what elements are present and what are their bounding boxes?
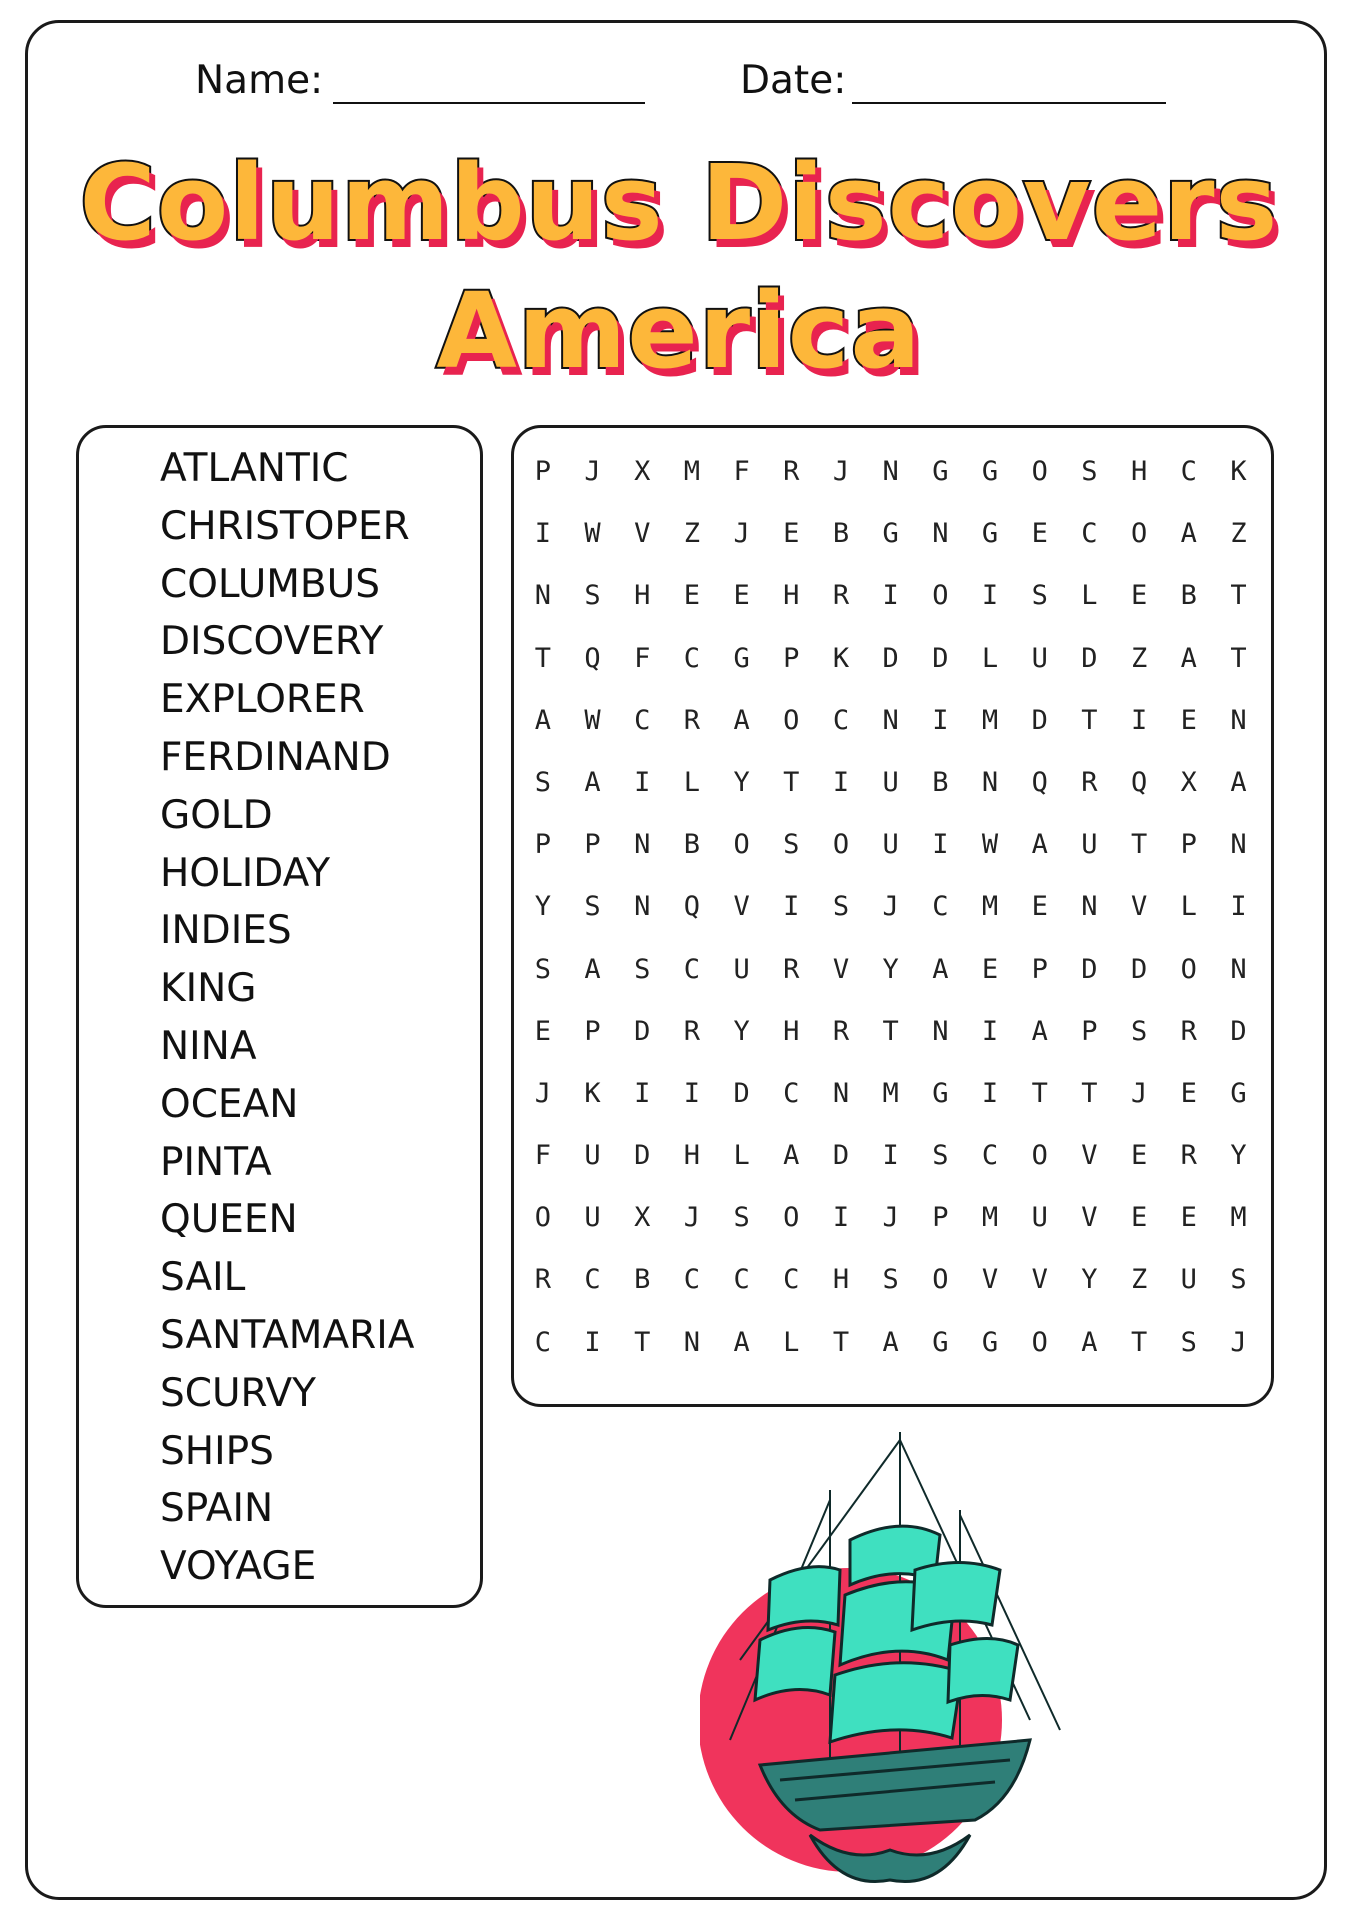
grid-letter[interactable]: U xyxy=(1180,1264,1197,1296)
grid-letter[interactable]: Y xyxy=(1230,1140,1247,1172)
grid-letter[interactable]: H xyxy=(783,580,800,612)
page-title-line-2: America xyxy=(436,270,922,392)
grid-letter[interactable]: Q xyxy=(683,891,701,923)
word-list-item: EXPLORER xyxy=(160,677,365,723)
grid-letter[interactable]: C xyxy=(584,1264,601,1296)
grid-letter[interactable]: O xyxy=(783,704,800,736)
grid-letter[interactable]: I xyxy=(584,1326,601,1358)
grid-letter[interactable]: H xyxy=(1130,456,1148,487)
grid-letter[interactable]: V xyxy=(1031,1264,1048,1296)
grid-letter[interactable]: R xyxy=(1081,766,1098,798)
grid-letter[interactable]: N xyxy=(1230,829,1247,861)
grid-letter[interactable]: Q xyxy=(1031,766,1048,798)
grid-letter[interactable]: P xyxy=(534,829,551,861)
grid-letter[interactable]: M xyxy=(1230,1202,1247,1234)
word-list xyxy=(160,440,414,1596)
grid-letter[interactable]: I xyxy=(882,580,899,612)
grid-letter[interactable]: U xyxy=(584,1202,601,1234)
grid-letter[interactable]: U xyxy=(1081,829,1098,861)
grid-letter[interactable]: I xyxy=(534,518,551,550)
grid-letter[interactable]: A xyxy=(1081,1326,1098,1358)
grid-letter[interactable]: J xyxy=(534,1077,551,1109)
grid-letter[interactable]: B xyxy=(832,518,850,550)
grid-letter[interactable]: O xyxy=(1031,1140,1048,1172)
grid-letter[interactable]: J xyxy=(733,518,750,550)
grid-letter[interactable]: M xyxy=(981,1202,999,1234)
grid-letter[interactable]: R xyxy=(534,1264,551,1296)
grid-letter[interactable]: J xyxy=(1230,1326,1247,1358)
grid-letter[interactable]: R xyxy=(832,1015,850,1047)
grid-letter[interactable]: L xyxy=(783,1326,800,1358)
grid-letter[interactable]: B xyxy=(683,829,701,861)
grid-letter[interactable]: C xyxy=(534,1326,551,1358)
grid-letter[interactable]: H xyxy=(832,1264,850,1296)
grid-letter[interactable]: S xyxy=(1130,1015,1148,1047)
grid-letter[interactable]: C xyxy=(1180,456,1197,487)
grid-letter[interactable]: Z xyxy=(1130,642,1148,674)
grid-letter[interactable]: Q xyxy=(584,642,601,674)
grid-letter[interactable]: P xyxy=(1081,1015,1098,1047)
grid-letter[interactable]: U xyxy=(733,953,750,985)
grid-letter[interactable]: S xyxy=(932,1140,949,1172)
grid-letter[interactable]: D xyxy=(1031,704,1048,736)
grid-letter[interactable]: D xyxy=(882,642,899,674)
grid-letter[interactable]: I xyxy=(981,1015,999,1047)
grid-letter[interactable]: J xyxy=(882,891,899,923)
grid-letter[interactable]: M xyxy=(981,704,999,736)
grid-letter[interactable]: T xyxy=(1130,1326,1148,1358)
grid-letter[interactable]: I xyxy=(832,1202,850,1234)
grid-letter[interactable]: H xyxy=(634,580,651,612)
grid-letter[interactable]: E xyxy=(1180,704,1197,736)
grid-letter[interactable]: A xyxy=(1031,829,1048,861)
grid-letter[interactable]: U xyxy=(1031,642,1048,674)
grid-letter[interactable]: I xyxy=(783,891,800,923)
grid-letter[interactable]: E xyxy=(683,580,701,612)
grid-letter[interactable]: J xyxy=(1130,1077,1148,1109)
grid-letter[interactable]: S xyxy=(584,891,601,923)
grid-letter[interactable]: I xyxy=(634,1077,651,1109)
grid-letter[interactable]: X xyxy=(1180,766,1197,798)
grid-letter[interactable]: B xyxy=(932,766,949,798)
grid-letter[interactable]: D xyxy=(1130,953,1148,985)
grid-letter[interactable]: C xyxy=(634,704,651,736)
word-list-item: SANTAMARIA xyxy=(160,1312,415,1358)
grid-letter[interactable]: A xyxy=(882,1326,899,1358)
grid-letter[interactable]: P xyxy=(534,456,551,487)
grid-letter[interactable]: L xyxy=(981,642,999,674)
grid-letter[interactable]: N xyxy=(882,456,899,487)
grid-letter[interactable]: I xyxy=(683,1077,701,1109)
grid-letter[interactable]: U xyxy=(882,766,899,798)
grid-letter[interactable]: S xyxy=(832,891,850,923)
grid-letter[interactable]: I xyxy=(1130,704,1148,736)
grid-letter[interactable]: K xyxy=(1230,456,1247,487)
grid-letter[interactable]: G xyxy=(932,1326,949,1358)
grid-letter[interactable]: N xyxy=(1081,891,1098,923)
grid-letter[interactable]: P xyxy=(584,1015,601,1047)
grid-letter[interactable]: A xyxy=(1180,642,1197,674)
grid-letter[interactable]: Y xyxy=(534,891,551,923)
grid-letter[interactable]: O xyxy=(1031,456,1048,487)
grid-letter[interactable]: P xyxy=(584,829,601,861)
name-label: Name: xyxy=(195,58,324,103)
grid-letter[interactable]: J xyxy=(832,456,850,487)
word-list-item: QUEEN xyxy=(160,1197,298,1243)
grid-letter[interactable]: V xyxy=(1081,1140,1098,1172)
grid-letter[interactable]: V xyxy=(832,953,850,985)
grid-letter[interactable]: O xyxy=(1130,518,1148,550)
grid-letter[interactable]: T xyxy=(1130,829,1148,861)
grid-letter[interactable]: R xyxy=(683,1015,701,1047)
grid-letter[interactable]: D xyxy=(634,1140,651,1172)
grid-letter[interactable]: C xyxy=(1081,518,1098,550)
grid-letter[interactable]: U xyxy=(584,1140,601,1172)
grid-letter[interactable]: S xyxy=(882,1264,899,1296)
grid-letter[interactable]: V xyxy=(733,891,750,923)
grid-letter[interactable]: D xyxy=(1081,953,1098,985)
grid-letter[interactable]: F xyxy=(733,456,750,487)
grid-letter[interactable]: V xyxy=(1081,1202,1098,1234)
grid-letter[interactable]: D xyxy=(1230,1015,1247,1047)
grid-letter[interactable]: G xyxy=(981,1326,999,1358)
grid-letter[interactable]: N xyxy=(1230,953,1247,985)
grid-letter[interactable]: U xyxy=(882,829,899,861)
grid-letter[interactable]: C xyxy=(783,1077,800,1109)
grid-letter[interactable]: Z xyxy=(1130,1264,1148,1296)
grid-letter[interactable]: O xyxy=(534,1202,551,1234)
word-list-item: NINA xyxy=(160,1023,257,1069)
word-list-item: GOLD xyxy=(160,792,273,838)
grid-letter[interactable]: O xyxy=(1180,953,1197,985)
grid-letter[interactable]: T xyxy=(832,1326,850,1358)
grid-letter[interactable]: A xyxy=(1230,766,1247,798)
grid-letter[interactable]: O xyxy=(932,580,949,612)
grid-letter[interactable]: W xyxy=(981,829,999,861)
date-blank-line[interactable] xyxy=(852,102,1166,104)
grid-letter[interactable]: M xyxy=(882,1077,899,1109)
date-label: Date: xyxy=(740,58,847,103)
grid-letter[interactable]: V xyxy=(981,1264,999,1296)
grid-letter[interactable]: I xyxy=(882,1140,899,1172)
grid-letter[interactable]: E xyxy=(1031,518,1048,550)
grid-letter[interactable]: C xyxy=(981,1140,999,1172)
grid-letter[interactable]: D xyxy=(634,1015,651,1047)
grid-letter[interactable]: O xyxy=(1031,1326,1048,1358)
word-list-item: SPAIN xyxy=(160,1486,274,1532)
grid-letter[interactable]: A xyxy=(733,704,750,736)
grid-letter[interactable]: N xyxy=(932,518,949,550)
grid-letter[interactable]: P xyxy=(932,1202,949,1234)
grid-letter[interactable]: V xyxy=(634,518,651,550)
grid-letter[interactable]: S xyxy=(1180,1326,1197,1358)
grid-letter[interactable]: P xyxy=(783,642,800,674)
grid-letter[interactable]: A xyxy=(783,1140,800,1172)
grid-letter[interactable]: I xyxy=(932,829,949,861)
grid-letter[interactable]: K xyxy=(832,642,850,674)
grid-letter[interactable]: X xyxy=(634,456,651,487)
grid-letter[interactable]: G xyxy=(932,1077,949,1109)
grid-letter[interactable]: T xyxy=(534,642,551,674)
word-list-item: CHRISTOPER xyxy=(160,503,410,549)
grid-letter[interactable]: R xyxy=(783,953,800,985)
word-list-item: KING xyxy=(160,966,257,1012)
grid-letter[interactable]: G xyxy=(1230,1077,1247,1109)
word-list-item: SAIL xyxy=(160,1255,246,1301)
grid-letter[interactable]: S xyxy=(634,953,651,985)
word-list-item: OCEAN xyxy=(160,1081,299,1127)
word-list-item: SHIPS xyxy=(160,1428,274,1474)
grid-letter[interactable]: J xyxy=(683,1202,701,1234)
grid-letter[interactable]: K xyxy=(584,1077,601,1109)
grid-letter[interactable]: N xyxy=(1230,704,1247,736)
grid-letter[interactable]: C xyxy=(932,891,949,923)
grid-letter[interactable]: T xyxy=(1230,580,1247,612)
grid-letter[interactable]: A xyxy=(1180,518,1197,550)
grid-letter[interactable]: T xyxy=(634,1326,651,1358)
word-list-item: COLUMBUS xyxy=(160,561,380,607)
grid-letter[interactable]: D xyxy=(832,1140,850,1172)
sailing-ship-icon xyxy=(700,1420,1080,1890)
grid-letter[interactable]: W xyxy=(584,704,601,736)
grid-letter[interactable]: O xyxy=(733,829,750,861)
grid-letter[interactable]: C xyxy=(683,953,701,985)
grid-letter[interactable]: R xyxy=(683,704,701,736)
grid-letter[interactable]: R xyxy=(783,456,800,487)
grid-letter[interactable]: O xyxy=(832,829,850,861)
grid-letter[interactable]: S xyxy=(1230,1264,1247,1296)
grid-letter[interactable]: N xyxy=(683,1326,701,1358)
grid-letter[interactable]: G xyxy=(733,642,750,674)
grid-letter[interactable]: S xyxy=(733,1202,750,1234)
grid-letter[interactable]: T xyxy=(882,1015,899,1047)
grid-letter[interactable]: B xyxy=(634,1264,651,1296)
grid-letter[interactable]: A xyxy=(584,953,601,985)
grid-letter[interactable]: T xyxy=(1031,1077,1048,1109)
grid-letter[interactable]: C xyxy=(832,704,850,736)
grid-letter[interactable]: N xyxy=(634,891,651,923)
grid-letter[interactable]: E xyxy=(1031,891,1048,923)
grid-letter[interactable]: P xyxy=(1031,953,1048,985)
grid-letter[interactable]: M xyxy=(981,891,999,923)
grid-letter[interactable]: E xyxy=(783,518,800,550)
grid-letter[interactable]: X xyxy=(634,1202,651,1234)
word-list-item: FERDINAND xyxy=(160,734,391,780)
word-list-item: SCURVY xyxy=(160,1370,316,1416)
grid-letter[interactable]: I xyxy=(832,766,850,798)
grid-letter[interactable]: O xyxy=(932,1264,949,1296)
grid-letter[interactable]: E xyxy=(1130,580,1148,612)
grid-letter[interactable]: R xyxy=(1180,1140,1197,1172)
grid-letter[interactable]: I xyxy=(634,766,651,798)
grid-letter[interactable]: Q xyxy=(1130,766,1148,798)
grid-letter[interactable]: S xyxy=(534,766,551,798)
grid-letter[interactable]: E xyxy=(1180,1077,1197,1109)
grid-letter[interactable]: C xyxy=(733,1264,750,1296)
grid-letter[interactable]: A xyxy=(1031,1015,1048,1047)
grid-letter[interactable]: G xyxy=(981,518,999,550)
grid-letter[interactable]: S xyxy=(1031,580,1048,612)
grid-letter[interactable]: H xyxy=(783,1015,800,1047)
grid-letter[interactable]: G xyxy=(882,518,899,550)
grid-letter[interactable]: S xyxy=(783,829,800,861)
grid-letter[interactable]: E xyxy=(1180,1202,1197,1234)
grid-letter[interactable]: D xyxy=(1081,642,1098,674)
word-list-item: ATLANTIC xyxy=(160,446,349,491)
grid-letter[interactable]: V xyxy=(1130,891,1148,923)
page-title-line-1: Columbus Discovers xyxy=(79,142,1279,264)
grid-letter[interactable]: E xyxy=(1130,1202,1148,1234)
grid-letter[interactable]: L xyxy=(683,766,701,798)
grid-letter[interactable]: B xyxy=(1180,580,1197,612)
grid-letter[interactable]: P xyxy=(1180,829,1197,861)
grid-letter[interactable]: R xyxy=(1180,1015,1197,1047)
grid-letter[interactable]: W xyxy=(584,518,601,550)
grid-letter[interactable]: J xyxy=(882,1202,899,1234)
name-blank-line[interactable] xyxy=(333,102,645,104)
grid-letter[interactable]: I xyxy=(932,704,949,736)
grid-letter[interactable]: T xyxy=(1081,704,1098,736)
word-list-item: DISCOVERY xyxy=(160,619,384,665)
grid-letter[interactable]: N xyxy=(534,580,551,612)
grid-letter[interactable]: S xyxy=(584,580,601,612)
grid-letter[interactable]: A xyxy=(534,704,551,736)
grid-letter[interactable]: J xyxy=(584,456,601,487)
grid-letter[interactable]: E xyxy=(1130,1140,1148,1172)
grid-letter[interactable]: T xyxy=(1081,1077,1098,1109)
grid-letter[interactable]: E xyxy=(534,1015,551,1047)
grid-letter[interactable]: L xyxy=(1180,891,1197,923)
grid-letter[interactable]: Y xyxy=(733,1015,750,1047)
word-list-item: PINTA xyxy=(160,1139,272,1185)
grid-letter[interactable]: O xyxy=(783,1202,800,1234)
word-list-item: INDIES xyxy=(160,908,292,954)
grid-letter[interactable]: A xyxy=(584,766,601,798)
grid-letter[interactable]: N xyxy=(634,829,651,861)
grid-letter[interactable]: T xyxy=(1230,642,1247,674)
grid-letter[interactable]: N xyxy=(932,1015,949,1047)
grid-letter[interactable]: M xyxy=(683,456,701,487)
grid-letter[interactable]: D xyxy=(733,1077,750,1109)
grid-letter[interactable]: A xyxy=(932,953,949,985)
grid-letter[interactable]: A xyxy=(733,1326,750,1358)
grid-letter[interactable]: D xyxy=(932,642,949,674)
grid-letter[interactable]: C xyxy=(683,642,701,674)
grid-letter[interactable]: E xyxy=(733,580,750,612)
word-list-item: HOLIDAY xyxy=(160,850,331,896)
grid-letter[interactable]: L xyxy=(1081,580,1098,612)
grid-letter[interactable]: E xyxy=(981,953,999,985)
grid-letter[interactable]: N xyxy=(981,766,999,798)
puzzle-grid xyxy=(518,455,1263,1388)
grid-letter[interactable]: Y xyxy=(1081,1264,1098,1296)
grid-letter[interactable]: L xyxy=(733,1140,750,1172)
grid-letter[interactable]: I xyxy=(1230,891,1247,923)
grid-letter[interactable]: H xyxy=(683,1140,701,1172)
grid-letter[interactable]: U xyxy=(1031,1202,1048,1234)
grid-letter[interactable]: Y xyxy=(733,766,750,798)
grid-letter[interactable]: Y xyxy=(882,953,899,985)
grid-letter[interactable]: Z xyxy=(683,518,701,550)
grid-letter[interactable]: Z xyxy=(1230,518,1247,550)
grid-letter[interactable]: N xyxy=(832,1077,850,1109)
grid-letter[interactable]: C xyxy=(683,1264,701,1296)
grid-letter[interactable]: G xyxy=(981,456,999,487)
grid-letter[interactable]: S xyxy=(534,953,551,985)
grid-letter[interactable]: T xyxy=(783,766,800,798)
grid-letter[interactable]: S xyxy=(1081,456,1098,487)
grid-letter[interactable]: N xyxy=(882,704,899,736)
word-list-item: VOYAGE xyxy=(160,1544,317,1590)
grid-letter[interactable]: G xyxy=(932,456,949,487)
grid-letter[interactable]: I xyxy=(981,1077,999,1109)
grid-letter[interactable]: F xyxy=(634,642,651,674)
grid-letter[interactable]: F xyxy=(534,1140,551,1172)
grid-letter[interactable]: R xyxy=(832,580,850,612)
grid-letter[interactable]: I xyxy=(981,580,999,612)
grid-letter[interactable]: C xyxy=(783,1264,800,1296)
